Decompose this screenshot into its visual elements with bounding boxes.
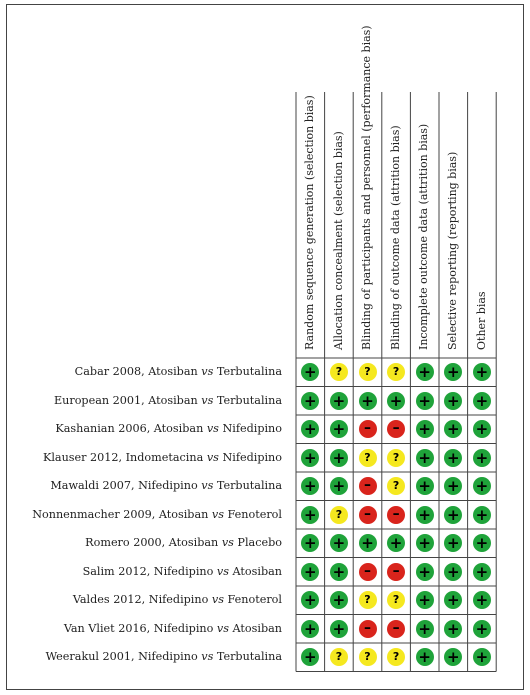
unclear-risk-icon: ? bbox=[387, 363, 405, 381]
low-risk-icon: + bbox=[473, 648, 491, 666]
study-label-vs: vs bbox=[201, 650, 214, 663]
low-risk-icon: + bbox=[301, 363, 319, 381]
low-risk-icon: + bbox=[444, 420, 462, 438]
low-risk-icon: + bbox=[416, 420, 434, 438]
low-risk-icon: + bbox=[444, 620, 462, 638]
low-risk-icon: + bbox=[330, 449, 348, 467]
high-risk-icon: – bbox=[359, 620, 377, 638]
low-risk-icon: + bbox=[301, 591, 319, 609]
column-label: Allocation concealment (selection bias) bbox=[331, 131, 345, 350]
low-risk-icon: + bbox=[387, 392, 405, 410]
low-risk-icon: + bbox=[359, 534, 377, 552]
low-risk-icon: + bbox=[473, 477, 491, 495]
study-label-vs: vs bbox=[216, 621, 229, 635]
low-risk-icon: + bbox=[473, 420, 491, 438]
column-label: Random sequence generation (selection bias) bbox=[303, 95, 316, 350]
study-label bbox=[54, 387, 282, 415]
study-label-post: Placebo bbox=[233, 536, 282, 549]
low-risk-icon: + bbox=[330, 392, 348, 410]
column-label: Other bias bbox=[474, 291, 488, 350]
column-label: Incomplete outcome data (attrition bias) bbox=[417, 123, 431, 350]
low-risk-icon: + bbox=[330, 620, 348, 638]
low-risk-icon: + bbox=[416, 392, 434, 410]
unclear-risk-icon: ? bbox=[387, 449, 405, 467]
high-risk-icon: – bbox=[387, 620, 405, 638]
low-risk-icon: + bbox=[444, 477, 462, 495]
low-risk-icon: + bbox=[473, 591, 491, 609]
low-risk-icon: + bbox=[330, 591, 348, 609]
study-label-pre: Van Vliet 2016, Nifedipino bbox=[63, 621, 217, 635]
low-risk-icon: + bbox=[301, 506, 319, 524]
study-label-pre: Romero 2000, Atosiban bbox=[85, 536, 222, 549]
low-risk-icon: + bbox=[473, 534, 491, 552]
low-risk-icon: + bbox=[301, 648, 319, 666]
study-label-pre: Mawaldi 2007, Nifedipino bbox=[50, 479, 202, 492]
low-risk-icon: + bbox=[444, 449, 462, 467]
low-risk-icon: + bbox=[330, 477, 348, 495]
study-label-post: Atosiban bbox=[228, 621, 282, 635]
study-label-vs: vs bbox=[206, 450, 219, 464]
column-label: Selective reporting (reporting bias) bbox=[446, 151, 459, 350]
study-label-pre: Valdes 2012, Nifedipino bbox=[72, 593, 212, 606]
low-risk-icon: + bbox=[387, 534, 405, 552]
study-label-vs: vs bbox=[211, 507, 224, 521]
study-label-pre: Klauser 2012, Indometacina bbox=[42, 450, 207, 464]
study-label-post: Atosiban bbox=[228, 564, 282, 578]
low-risk-icon: + bbox=[444, 506, 462, 524]
study-label-pre: Cabar 2008, Atosiban bbox=[74, 365, 202, 378]
column-label: Blinding of participants and personnel (performance bias) bbox=[360, 25, 374, 350]
unclear-risk-icon: ? bbox=[359, 591, 377, 609]
low-risk-icon: + bbox=[416, 506, 434, 524]
study-label-vs: vs bbox=[216, 564, 229, 578]
low-risk-icon: + bbox=[301, 620, 319, 638]
unclear-risk-icon: ? bbox=[387, 591, 405, 609]
low-risk-icon: + bbox=[359, 392, 377, 410]
study-label bbox=[64, 615, 282, 643]
low-risk-icon: + bbox=[473, 392, 491, 410]
study-label bbox=[32, 501, 282, 529]
low-risk-icon: + bbox=[444, 648, 462, 666]
study-label-pre: Kashanian 2006, Atosiban bbox=[55, 422, 207, 435]
low-risk-icon: + bbox=[444, 591, 462, 609]
low-risk-icon: + bbox=[330, 563, 348, 581]
high-risk-icon: – bbox=[387, 420, 405, 438]
study-label bbox=[43, 444, 282, 472]
study-label-vs: vs bbox=[206, 422, 219, 435]
low-risk-icon: + bbox=[330, 420, 348, 438]
study-label-vs: vs bbox=[201, 365, 214, 378]
study-label bbox=[85, 529, 282, 557]
low-risk-icon: + bbox=[416, 477, 434, 495]
unclear-risk-icon: ? bbox=[330, 363, 348, 381]
low-risk-icon: + bbox=[473, 506, 491, 524]
study-label bbox=[73, 586, 282, 614]
study-label-pre: European 2001, Atosiban bbox=[53, 393, 202, 407]
low-risk-icon: + bbox=[301, 449, 319, 467]
low-risk-icon: + bbox=[473, 620, 491, 638]
study-label-vs: vs bbox=[201, 393, 214, 407]
unclear-risk-icon: ? bbox=[359, 363, 377, 381]
low-risk-icon: + bbox=[301, 392, 319, 410]
column-label: Blinding of outcome data (attrition bias) bbox=[388, 125, 402, 350]
study-label bbox=[50, 472, 282, 500]
study-label-post: Nifedipino bbox=[218, 450, 282, 464]
study-label-vs: vs bbox=[201, 479, 214, 492]
low-risk-icon: + bbox=[444, 534, 462, 552]
high-risk-icon: – bbox=[387, 506, 405, 524]
low-risk-icon: + bbox=[301, 477, 319, 495]
unclear-risk-icon: ? bbox=[330, 506, 348, 524]
low-risk-icon: + bbox=[444, 363, 462, 381]
unclear-risk-icon: ? bbox=[359, 449, 377, 467]
study-label-pre: Salim 2012, Nifedipino bbox=[82, 564, 217, 578]
low-risk-icon: + bbox=[416, 591, 434, 609]
low-risk-icon: + bbox=[301, 420, 319, 438]
low-risk-icon: + bbox=[301, 534, 319, 552]
low-risk-icon: + bbox=[416, 534, 434, 552]
study-label-pre: Nonnenmacher 2009, Atosiban bbox=[32, 507, 212, 521]
study-label-post: Fenoterol bbox=[223, 507, 282, 521]
unclear-risk-icon: ? bbox=[387, 648, 405, 666]
low-risk-icon: + bbox=[444, 392, 462, 410]
low-risk-icon: + bbox=[416, 620, 434, 638]
high-risk-icon: – bbox=[387, 563, 405, 581]
study-label-post: Terbutalina bbox=[213, 650, 282, 663]
low-risk-icon: + bbox=[416, 449, 434, 467]
study-label-post: Terbutalina bbox=[213, 393, 282, 407]
low-risk-icon: + bbox=[416, 648, 434, 666]
low-risk-icon: + bbox=[416, 363, 434, 381]
study-label bbox=[75, 358, 282, 386]
unclear-risk-icon: ? bbox=[330, 648, 348, 666]
study-label-post: Terbutalina bbox=[213, 479, 282, 492]
study-label-post: Terbutalina bbox=[213, 365, 282, 378]
low-risk-icon: + bbox=[330, 534, 348, 552]
study-label-vs: vs bbox=[221, 536, 234, 549]
low-risk-icon: + bbox=[473, 563, 491, 581]
unclear-risk-icon: ? bbox=[387, 477, 405, 495]
study-label-post: Nifedipino bbox=[218, 422, 282, 435]
high-risk-icon: – bbox=[359, 477, 377, 495]
high-risk-icon: – bbox=[359, 420, 377, 438]
low-risk-icon: + bbox=[473, 363, 491, 381]
study-label bbox=[55, 415, 282, 443]
high-risk-icon: – bbox=[359, 563, 377, 581]
low-risk-icon: + bbox=[444, 563, 462, 581]
study-label-pre: Weerakul 2001, Nifedipino bbox=[45, 650, 202, 663]
study-label bbox=[83, 558, 282, 586]
high-risk-icon: – bbox=[359, 506, 377, 524]
low-risk-icon: + bbox=[473, 449, 491, 467]
study-label-vs: vs bbox=[211, 593, 224, 606]
low-risk-icon: + bbox=[416, 563, 434, 581]
study-label bbox=[46, 643, 282, 671]
low-risk-icon: + bbox=[301, 563, 319, 581]
study-label-post: Fenoterol bbox=[223, 593, 282, 606]
unclear-risk-icon: ? bbox=[359, 648, 377, 666]
